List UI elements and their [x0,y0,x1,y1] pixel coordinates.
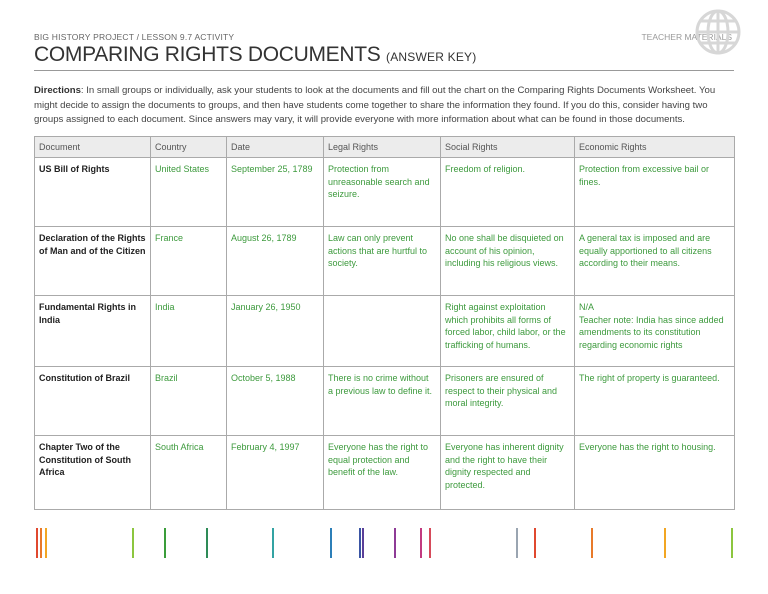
header-divider [34,70,734,71]
document-cell: Chapter Two of the Constitution of South Africa [35,436,151,510]
rights-comparison-table [34,136,735,510]
footer-bar [40,528,42,558]
page-title-main: COMPARING RIGHTS DOCUMENTS [34,43,381,66]
date-cell: August 26, 1789 [227,227,324,296]
footer-bar [420,528,422,558]
table-row [35,158,735,227]
date-cell: February 4, 1997 [227,436,324,510]
economic-rights-cell: Protection from excessive bail or fines. [575,158,735,227]
header-document: Document [35,137,151,158]
footer-bar [45,528,47,558]
table-row [35,227,735,296]
footer-bar [664,528,666,558]
date-cell: January 26, 1950 [227,296,324,367]
footer-bar [534,528,536,558]
social-rights-cell: No one shall be disquieted on account of his opinion, including his religious views. [441,227,575,296]
footer-bar [359,528,361,558]
table-row [35,296,735,367]
economic-rights-cell: N/A Teacher note: India has since added amendments to its constitution regarding economic rights [575,296,735,367]
teacher-materials-label: TEACHER MATERIALS [641,32,732,42]
directions-paragraph [34,84,734,128]
footer-color-bars [34,528,734,558]
legal-rights-cell [324,296,441,367]
page-title [34,43,476,67]
legal-rights-cell: There is no crime without a previous law to define it. [324,367,441,436]
globe-icon [694,8,742,56]
legal-rights-cell: Everyone has the right to equal protection and benefit of the law. [324,436,441,510]
country-cell: South Africa [151,436,227,510]
footer-bar [516,528,518,558]
social-rights-cell: Everyone has inherent dignity and the right to have their dignity respected and protected. [441,436,575,510]
directions-label: Directions [34,85,81,96]
document-cell: Fundamental Rights in India [35,296,151,367]
directions-text: : In small groups or individually, ask your students to look at the documents and fill out the chart on the Comparing Rights Documents Worksheet. You might decide to assign the documents to groups, and then have students come together to share the information they found. If you do this, consider having two groups assigned to each document. Since answers may vary, it will provide everyone with more information about what can be found in those documents. [34,85,716,125]
social-rights-cell: Prisoners are ensured of respect to their physical and moral integrity. [441,367,575,436]
document-cell: Declaration of the Rights of Man and of the Citizen [35,227,151,296]
date-cell: October 5, 1988 [227,367,324,436]
social-rights-cell: Freedom of religion. [441,158,575,227]
table-header-row [35,137,735,158]
economic-rights-cell: A general tax is imposed and are equally apportioned to all citizens according to their means. [575,227,735,296]
date-cell: September 25, 1789 [227,158,324,227]
footer-bar [36,528,38,558]
document-cell: Constitution of Brazil [35,367,151,436]
country-cell: France [151,227,227,296]
footer-bar [206,528,208,558]
header-economic-rights: Economic Rights [575,137,735,158]
legal-rights-cell: Law can only prevent actions that are hurtful to society. [324,227,441,296]
footer-bar [330,528,332,558]
document-cell: US Bill of Rights [35,158,151,227]
economic-rights-cell: Everyone has the right to housing. [575,436,735,510]
footer-bar [132,528,134,558]
table-row [35,367,735,436]
footer-bar [731,528,733,558]
header-social-rights: Social Rights [441,137,575,158]
header-country: Country [151,137,227,158]
footer-bar [429,528,431,558]
page-title-sub: (ANSWER KEY) [386,50,477,64]
country-cell: India [151,296,227,367]
header-date: Date [227,137,324,158]
header-legal-rights: Legal Rights [324,137,441,158]
eyebrow-text: BIG HISTORY PROJECT / LESSON 9.7 ACTIVITY [34,32,235,42]
social-rights-cell: Right against exploitation which prohibits all forms of forced labor, child labor, or the trafficking of humans. [441,296,575,367]
footer-bar [591,528,593,558]
footer-bar [394,528,396,558]
legal-rights-cell: Protection from unreasonable search and seizure. [324,158,441,227]
footer-bar [272,528,274,558]
footer-bar [164,528,166,558]
country-cell: United States [151,158,227,227]
economic-rights-cell: The right of property is guaranteed. [575,367,735,436]
footer-bar [362,528,364,558]
country-cell: Brazil [151,367,227,436]
table-row [35,436,735,510]
